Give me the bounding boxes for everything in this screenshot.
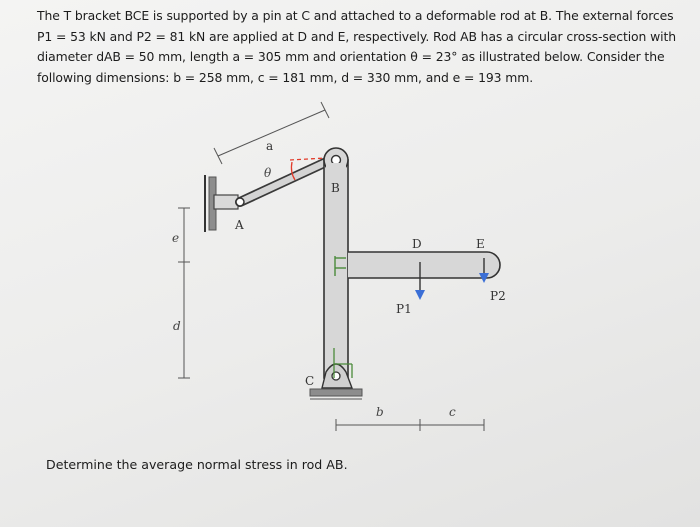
label-b: b xyxy=(376,405,384,419)
rod-ab xyxy=(236,158,335,206)
question-text: Determine the average normal stress in rod AB. xyxy=(46,457,348,472)
label-a: a xyxy=(266,139,274,153)
horizontal-arm-de xyxy=(335,252,500,278)
label-C: C xyxy=(305,374,315,388)
label-P1: P1 xyxy=(396,302,412,316)
pin-c xyxy=(332,372,340,380)
problem-line-4: following dimensions: b = 258 mm, c = 181 mm, d = 330 mm, and e = 193 mm. xyxy=(37,69,534,85)
problem-line-3: diameter dAB = 50 mm, length a = 305 mm and orientation θ = 23° as illustrated below. Consider the xyxy=(37,49,665,65)
wall-support-a xyxy=(205,175,238,232)
pin-a xyxy=(236,198,244,206)
label-A: A xyxy=(235,218,244,232)
problem-line-1: The T bracket BCE is supported by a pin at C and attached to a deformable rod at B. The external forces xyxy=(37,8,674,23)
dimension-a xyxy=(214,102,329,164)
label-B: B xyxy=(331,181,340,195)
label-d: d xyxy=(173,319,181,333)
label-P2: P2 xyxy=(490,289,506,303)
label-c: c xyxy=(449,405,456,419)
label-E: E xyxy=(476,237,485,251)
label-e: e xyxy=(172,231,180,245)
problem-line-2: P1 = 53 kN and P2 = 81 kN are applied at D and E, respectively. Rod AB has a circular cross-section with xyxy=(37,28,677,44)
dimension-e-d xyxy=(178,208,190,378)
dimension-b-c xyxy=(336,419,484,431)
label-D: D xyxy=(412,237,422,251)
label-theta: θ xyxy=(264,166,272,180)
